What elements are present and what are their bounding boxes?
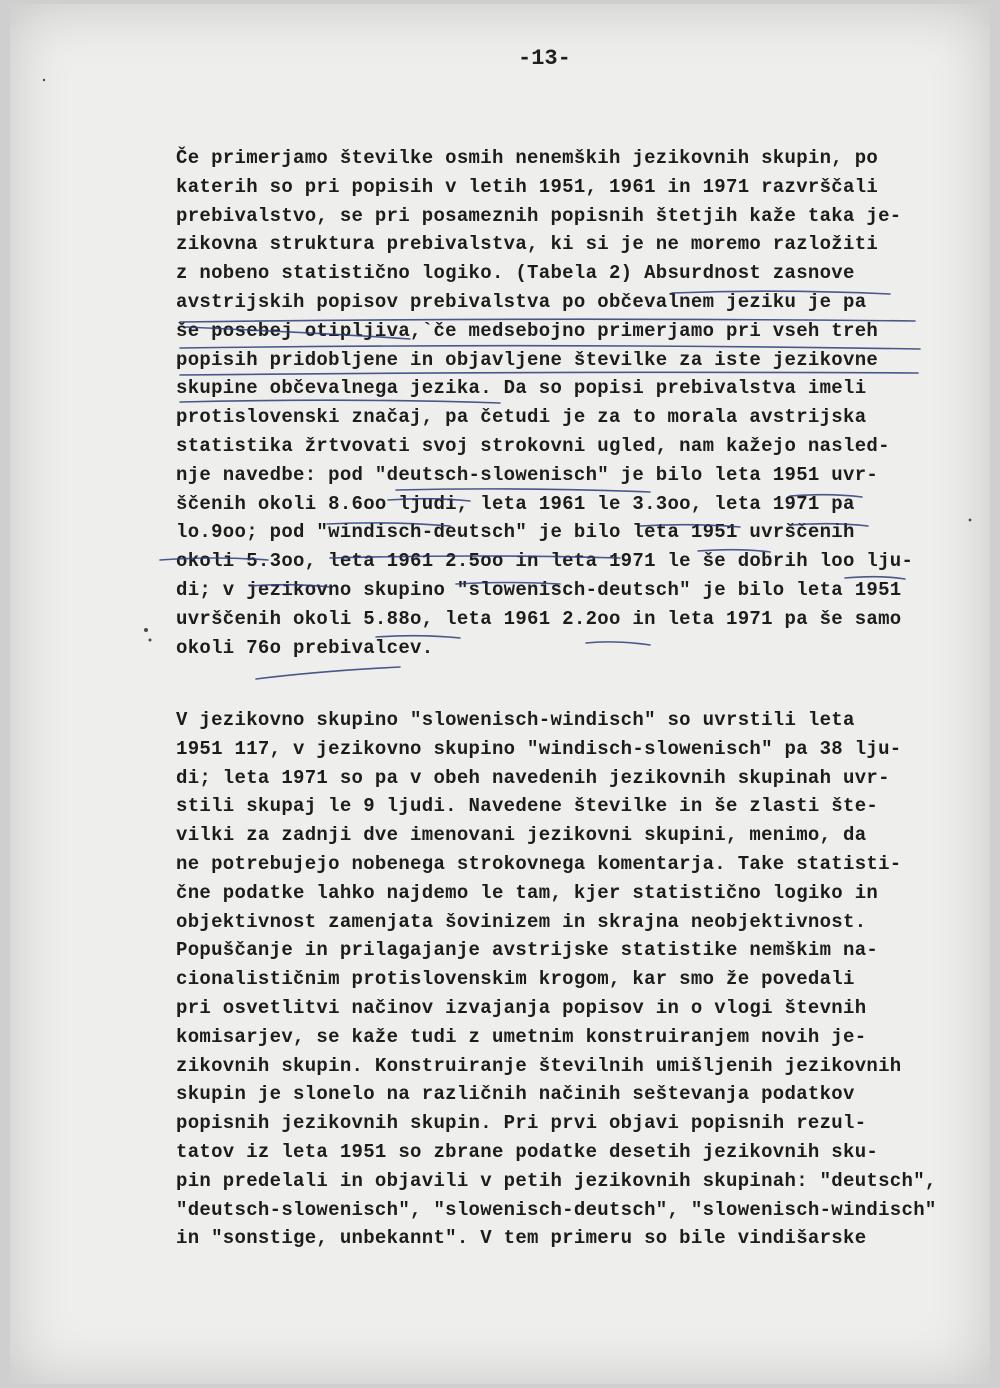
text-line: okoli 76o prebivalcev. bbox=[176, 636, 434, 659]
text-line: nje navedbe: pod "deutsch-slowenisch" je bilo leta 1951 uvr- bbox=[176, 463, 879, 486]
text-line: Popuščanje in prilagajanje avstrijske statistike nemškim na- bbox=[176, 939, 879, 962]
text-line: protislovenski značaj, pa četudi je za to morala avstrijska bbox=[176, 406, 867, 429]
paragraph-2 bbox=[176, 706, 966, 1253]
page-number: -13- bbox=[518, 46, 571, 71]
text-line: tatov iz leta 1951 so zbrane podatke desetih jezikovnih sku- bbox=[176, 1140, 879, 1163]
text-line: pin predelali in objavili v petih jezikovnih skupinah: "deutsch", bbox=[176, 1169, 937, 1192]
text-line: 1951 117, v jezikovno skupino "windisch-slowenisch" pa 38 lju- bbox=[176, 737, 902, 760]
text-line: pri osvetlitvi načinov izvajanja popisov in o vlogi števnih bbox=[176, 996, 867, 1019]
text-line: cionalističnim protislovenskim krogom, kar smo že povedali bbox=[176, 968, 855, 991]
text-line: komisarjev, se kaže tudi z umetnim konstruiranjem novih je- bbox=[176, 1025, 867, 1048]
text-line: še posebej otipljiva,`če medsebojno primerjamo pri vseh treh bbox=[176, 319, 879, 342]
text-line: prebivalstvo, se pri posameznih popisnih štetjih kaže taka je- bbox=[176, 204, 902, 227]
text-line: objektivnost zamenjata šovinizem in skrajna neobjektivnost. bbox=[176, 910, 867, 933]
text-line: vilki za zadnji dve imenovani jezikovni skupini, menimo, da bbox=[176, 824, 867, 847]
text-line: okoli 5.3oo, leta 1961 2.5oo in leta 1971 le še dobrih loo lju- bbox=[176, 550, 914, 573]
text-line: popisnih jezikovnih skupin. Pri prvi objavi popisnih rezul- bbox=[176, 1112, 867, 1135]
text-line: zikovnih skupin. Konstruiranje številnih umišljenih jezikovnih bbox=[176, 1054, 902, 1077]
text-line: skupine občevalnega jezika. Da so popisi prebivalstva imeli bbox=[176, 377, 867, 400]
text-line: stili skupaj le 9 ljudi. Navedene številke in še zlasti šte- bbox=[176, 795, 879, 818]
text-line: di; leta 1971 so pa v obeh navedenih jezikovnih skupinah uvr- bbox=[176, 766, 890, 789]
text-line: katerih so pri popisih v letih 1951, 1961 in 1971 razvrščali bbox=[176, 175, 879, 198]
text-line: statistika žrtvovati svoj strokovni ugled, nam kažejo nasled- bbox=[176, 434, 890, 457]
text-line: ne potrebujejo nobenega strokovnega komentarja. Take statisti- bbox=[176, 852, 902, 875]
text-line: in "sonstige, unbekannt". V tem primeru so bile vindišarske bbox=[176, 1227, 867, 1250]
text-line: avstrijskih popisov prebivalstva po občevalnem jeziku je pa bbox=[176, 290, 867, 313]
text-line: z nobeno statistično logiko. (Tabela 2) Absurdnost zasnove bbox=[176, 262, 855, 285]
text-line: uvrščenih okoli 5.88o, leta 1961 2.2oo in leta 1971 pa še samo bbox=[176, 607, 902, 630]
text-line: popisih pridobljene in objavljene številke za iste jezikovne bbox=[176, 348, 879, 371]
text-line: skupin je slonelo na različnih načinih seštevanja podatkov bbox=[176, 1083, 855, 1106]
text-line: lo.9oo; pod "windisch-deutsch" je bilo leta 1951 uvrščenih bbox=[176, 521, 855, 544]
text-line: ščenih okoli 8.6oo ljudi, leta 1961 le 3.3oo, leta 1971 pa bbox=[176, 492, 855, 515]
text-line: Če primerjamo številke osmih nenemških jezikovnih skupin, po bbox=[176, 147, 879, 169]
text-line: "deutsch-slowenisch", "slowenisch-deutsch", "slowenisch-windisch" bbox=[176, 1198, 937, 1221]
text-line: zikovna struktura prebivalstva, ki si je ne moremo razložiti bbox=[176, 233, 879, 256]
paragraph-1 bbox=[176, 144, 966, 662]
text-line: čne podatke lahko najdemo le tam, kjer statistično logiko in bbox=[176, 881, 879, 904]
text-line: di; v jezikovno skupino "slowenisch-deutsch" je bilo leta 1951 bbox=[176, 578, 902, 601]
text-line: V jezikovno skupino "slowenisch-windisch" so uvrstili leta bbox=[176, 709, 855, 731]
